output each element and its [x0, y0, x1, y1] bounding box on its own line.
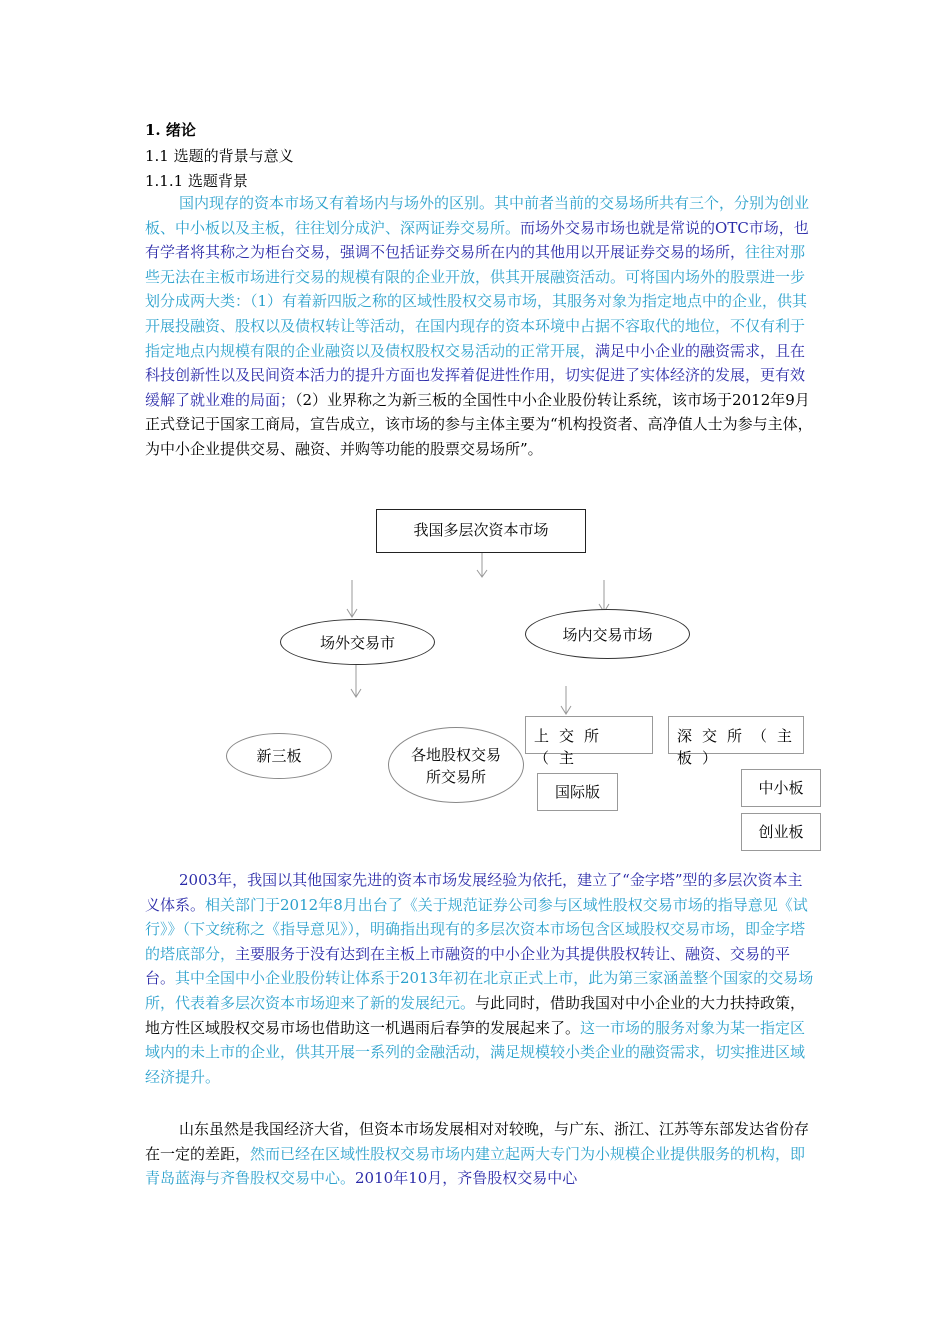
- diagram-exchange-market: 场内交易市场: [525, 609, 690, 659]
- diagram-szse-main-board: 深交所（主板）: [668, 716, 804, 754]
- paragraph-shandong: [145, 1117, 815, 1191]
- paragraph-pyramid-system: [145, 868, 815, 1089]
- p1-sentence-2: 而场外交易市场也就是常说的OTC市场，也有学者将其称之为柜台交易，强调不包括证券交易所在内的其他用以开展证券交易的场所，: [145, 218, 809, 262]
- p3-sentence-3: 2010年10月，齐鲁股权交易中心: [355, 1169, 578, 1188]
- p1-sentence-1: 国内现存的资本市场又有着场内与场外的区别。其中前者当前的交易场所共有三个，分别为创业板、中小板以及主板，往往划分成沪、深两证券交易所。: [145, 194, 810, 237]
- p3-sentence-2: 然而已经在区域性股权交易市场内建立起两大专门为小规模企业提供服务的机构，即青岛蓝海与齐鲁股权交易中心。: [145, 1144, 806, 1188]
- p2-sentence-4: 其中全国中小企业股份转让体系于2013年初在北京正式上市，此为第三家涵盖整个国家的交易场所，代表着多层次资本市场迎来了新的发展纪元。: [145, 969, 814, 1012]
- chapter-heading: 1. 绪论: [145, 121, 196, 139]
- p2-sentence-2: 相关部门于2012年8月出台了《关于规范证券公司参与区域性股权交易市场的指导意见《试行》》（下文统称之《指导意见》），明确指出现有的多层次资本市场包含区域股权交易市场，即金字塔的塔底部分，: [145, 895, 808, 963]
- p2-sentence-1: 2003年，我国以其他国家先进的资本市场发展经验为依托，建立了“金字塔”型的多层次资本主义体系。: [145, 871, 803, 914]
- p2-sentence-6: 这一市场的服务对象为某一指定区域内的未上市的企业，供其开展一系列的金融活动，满足规模较小类企业的融资需求，切实推进区域经济提升。: [145, 1018, 806, 1086]
- diagram-sme-board: 中小板: [741, 769, 821, 807]
- diagram-regional-exchanges: 各地股权交易所交易所: [388, 727, 524, 803]
- diagram-international-board: 国际版: [537, 773, 618, 811]
- diagram-gem-board: 创业板: [741, 813, 821, 851]
- diagram-otc-market: 场外交易市: [280, 619, 435, 665]
- p2-sentence-3: 主要服务于没有达到在主板上市融资的中小企业为其提供股权转让、融资、交易的平台。: [145, 944, 791, 988]
- p1-sentence-5: （2）业界称之为新三板的全国性中小企业股份转让系统，该市场于2012年9月正式登记于国家工商局，宣告成立，该市场的参与主体主要为“机构投资者、高净值人士为参与主体，为中小企业提供交易、融资、并购等功能的股票交易场所”。: [145, 390, 813, 458]
- section-heading: 1.1 选题的背景与意义: [145, 147, 294, 165]
- p2-sentence-5: 与此同时，借助我国对中小企业的大力扶持政策，地方性区域股权交易市场也借助这一机遇雨后春笋的发展起来了。: [145, 993, 806, 1037]
- diagram-neeq: 新三板: [226, 733, 332, 779]
- p1-sentence-4: 满足中小企业的融资需求，且在科技创新性以及民间资本活力的提升方面也发挥着促进性作用，切实促进了实体经济的发展，更有效缓解了就业难的局面；: [145, 341, 806, 409]
- diagram-root-box: 我国多层次资本市场: [376, 509, 586, 553]
- diagram-sse-main-board: 上交所（主: [525, 716, 653, 754]
- paragraph-background: [145, 191, 815, 462]
- p1-sentence-3: 往往对那些无法在主板市场进行交易的规模有限的企业开放，供其开展融资活动。可将国内场外的股票进一步划分成两大类：（1）有着新四版之称的区域性股权交易市场，其服务对象为指定地点中的企业，供其开展投融资、股权以及债权转让等活动，在国内现存的资本环境中占据不容取代的地位，不仅有利于指定地点内规模有限的企业融资以及债权股权交易活动的正常开展，: [145, 243, 808, 360]
- p3-sentence-1: 山东虽然是我国经济大省，但资本市场发展相对对较晚，与广东、浙江、江苏等东部发达省份存在一定的差距，: [145, 1120, 810, 1163]
- subsection-heading: 1.1.1 选题背景: [145, 172, 248, 190]
